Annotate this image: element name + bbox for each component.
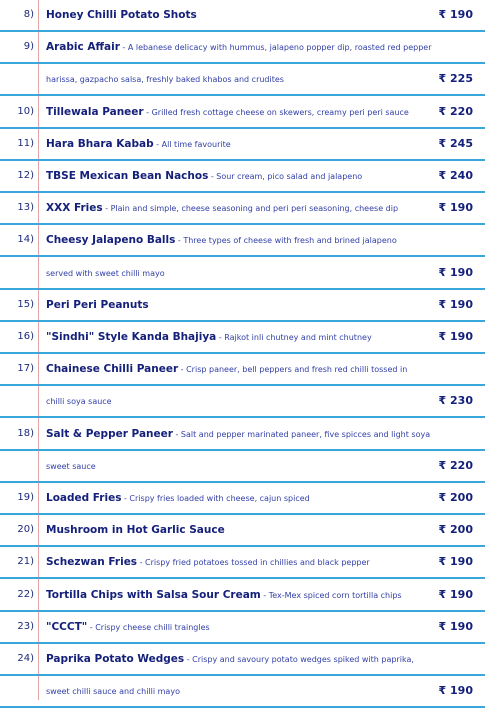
item-number: 12)	[17, 170, 34, 181]
item-price	[425, 97, 473, 127]
item-description: - Crispy cheese chilli traingles	[87, 622, 210, 632]
item-name: Salt & Pepper Paneer	[46, 427, 173, 440]
price-value: 190	[450, 619, 473, 633]
rupee-symbol: ₹	[438, 169, 447, 182]
item-number: 13)	[17, 202, 34, 214]
menu-row	[0, 322, 485, 354]
rupee-symbol: ₹	[438, 491, 447, 504]
item-description: - Crispy fried potatoes tossed in chillies and black pepper	[137, 558, 370, 568]
menu-row	[0, 354, 485, 386]
item-line	[46, 161, 433, 191]
menu-row	[0, 419, 485, 451]
price-value: 225	[450, 72, 473, 86]
item-line	[46, 451, 433, 481]
rupee-symbol: ₹	[438, 330, 447, 343]
price-value: 190	[450, 201, 473, 215]
item-name: Honey Chilli Potato Shots	[46, 9, 197, 21]
item-line	[46, 612, 433, 642]
item-price	[425, 225, 473, 255]
item-number: 9)	[23, 41, 34, 53]
menu-row	[0, 386, 485, 418]
menu-row	[0, 193, 485, 225]
price-value: 190	[450, 265, 473, 279]
item-price	[425, 547, 473, 577]
menu-row	[0, 161, 485, 193]
rupee-symbol: ₹	[438, 684, 447, 698]
item-number: 19)	[17, 492, 34, 503]
item-number: 21)	[17, 556, 34, 568]
item-number: 15)	[17, 298, 34, 310]
item-price	[425, 322, 473, 352]
item-number	[0, 676, 34, 706]
menu-row	[0, 129, 485, 161]
item-price	[425, 515, 473, 545]
price-value: 245	[450, 136, 473, 150]
item-price	[425, 676, 473, 706]
rupee-symbol: ₹	[438, 201, 447, 215]
price-value: 190	[450, 297, 473, 311]
item-name: Schezwan Fries	[46, 556, 138, 569]
menu-row	[0, 290, 485, 322]
item-price	[425, 419, 473, 449]
menu-row	[0, 580, 485, 612]
item-price	[425, 354, 473, 384]
price-value: 190	[450, 330, 473, 343]
item-line	[46, 483, 433, 513]
item-line	[46, 580, 433, 610]
item-description: - Plain and simple, cheese seasoning and peri peri seasoning, cheese dip	[102, 204, 399, 214]
item-number: 11)	[17, 137, 34, 149]
item-line	[46, 0, 433, 30]
item-description: sweet chilli sauce and chilli mayo	[46, 687, 180, 697]
item-description: chilli soya sauce	[46, 397, 112, 407]
item-line	[46, 419, 433, 449]
menu-row	[0, 612, 485, 644]
item-line	[46, 32, 433, 62]
item-number: 16)	[17, 331, 34, 342]
menu-row	[0, 644, 485, 676]
menu-row	[0, 258, 485, 290]
item-price	[425, 64, 473, 94]
menu-row	[0, 64, 485, 96]
item-description: harissa, gazpacho salsa, freshly baked khabos and crudites	[46, 75, 284, 85]
item-number: 22)	[17, 588, 34, 600]
item-name: TBSE Mexican Bean Nachos	[46, 170, 209, 182]
rupee-symbol: ₹	[438, 8, 447, 21]
item-line	[46, 290, 433, 320]
item-description: - Tex-Mex spiced corn tortilla chips	[260, 590, 402, 600]
menu-row	[0, 547, 485, 579]
item-price	[425, 129, 473, 159]
item-price	[425, 580, 473, 610]
item-number: 14)	[17, 234, 34, 246]
item-description: served with sweet chilli mayo	[46, 268, 165, 278]
item-line	[46, 386, 433, 416]
item-name: Tortilla Chips with Salsa Sour Cream	[46, 588, 261, 601]
item-price	[425, 451, 473, 481]
price-value: 190	[450, 8, 473, 21]
item-line	[46, 322, 433, 352]
item-price	[425, 644, 473, 674]
item-number: 20)	[17, 524, 34, 536]
price-value: 190	[450, 555, 473, 569]
rupee-symbol: ₹	[438, 619, 447, 633]
price-value: 230	[450, 394, 473, 408]
item-name: Loaded Fries	[46, 492, 122, 504]
rupee-symbol: ₹	[438, 136, 447, 150]
item-description: - Sour cream, pico salad and jalapeno	[208, 172, 363, 181]
menu-row	[0, 515, 485, 547]
rupee-symbol: ₹	[438, 104, 447, 118]
menu-row	[0, 225, 485, 257]
item-number	[0, 64, 34, 94]
item-description: - Salt and pepper marinated paneer, five spicces and light soya	[172, 429, 431, 439]
item-name: Cheesy Jalapeno Balls	[46, 234, 176, 247]
rupee-symbol: ₹	[438, 297, 447, 311]
price-value: 220	[450, 458, 473, 472]
menu-row	[0, 97, 485, 129]
menu-row	[0, 483, 485, 515]
menu-row	[0, 0, 485, 32]
rupee-symbol: ₹	[438, 458, 447, 472]
item-line	[46, 64, 433, 94]
item-name: XXX Fries	[46, 202, 103, 215]
item-line	[46, 129, 433, 159]
item-number: 8)	[23, 9, 34, 20]
item-name: Tillewala Paneer	[46, 105, 144, 118]
item-line	[46, 225, 433, 255]
item-description: - Grilled fresh cottage cheese on skewers, creamy peri peri sauce	[143, 107, 409, 117]
item-description: - All time favourite	[153, 139, 231, 149]
item-description: - Crispy and savoury potato wedges spiked with paprika,	[184, 655, 414, 664]
item-number: 17)	[17, 363, 34, 375]
item-number: 23)	[17, 620, 34, 632]
item-price	[425, 193, 473, 223]
item-name: Hara Bhara Kabab	[46, 137, 154, 150]
item-name: Mushroom in Hot Garlic Sauce	[46, 524, 225, 537]
item-name: "Sindhi" Style Kanda Bhajiya	[46, 331, 217, 343]
menu-row	[0, 676, 485, 708]
price-value: 190	[450, 587, 473, 601]
rupee-symbol: ₹	[438, 587, 447, 601]
rupee-symbol: ₹	[438, 394, 447, 408]
item-line	[46, 547, 433, 577]
price-value: 240	[450, 169, 473, 182]
item-name: "CCCT"	[46, 620, 88, 633]
item-name: Chainese Chilli Paneer	[46, 363, 179, 376]
item-price	[425, 386, 473, 416]
price-value: 200	[450, 491, 473, 504]
item-price	[425, 161, 473, 191]
item-line	[46, 644, 433, 674]
item-line	[46, 193, 433, 223]
rupee-symbol: ₹	[438, 72, 447, 86]
item-price	[425, 0, 473, 30]
item-name: Paprika Potato Wedges	[46, 653, 185, 665]
item-line	[46, 515, 433, 545]
item-name: Arabic Affair	[46, 41, 120, 54]
item-number: 10)	[17, 105, 34, 117]
price-value: 200	[450, 523, 473, 537]
item-price	[425, 290, 473, 320]
item-description: - Crisp paneer, bell peppers and fresh red chilli tossed in	[178, 365, 408, 375]
item-number	[0, 258, 34, 288]
item-price	[425, 612, 473, 642]
item-line	[46, 354, 433, 384]
price-value: 190	[450, 684, 473, 698]
item-number	[0, 386, 34, 416]
item-name: Peri Peri Peanuts	[46, 298, 149, 311]
item-description: - A lebanese delicacy with hummus, jalapeno popper dip, roasted red pepper	[119, 43, 432, 53]
item-number: 24)	[17, 653, 34, 664]
item-line	[46, 97, 433, 127]
item-number	[0, 451, 34, 481]
rupee-symbol: ₹	[438, 555, 447, 569]
item-line	[46, 676, 433, 706]
item-number: 18)	[17, 427, 34, 439]
item-price	[425, 32, 473, 62]
item-description: - Three types of cheese with fresh and brined jalapeno	[175, 236, 397, 246]
price-value: 220	[450, 104, 473, 118]
item-line	[46, 258, 433, 288]
menu-row	[0, 451, 485, 483]
item-description: sweet sauce	[46, 461, 96, 471]
rupee-symbol: ₹	[438, 523, 447, 537]
item-price	[425, 483, 473, 513]
item-description: - Rajkot inli chutney and mint chutney	[216, 333, 372, 342]
menu-row	[0, 32, 485, 64]
rupee-symbol: ₹	[438, 265, 447, 279]
item-description: - Crispy fries loaded with cheese, cajun spiced	[121, 494, 310, 503]
item-price	[425, 258, 473, 288]
